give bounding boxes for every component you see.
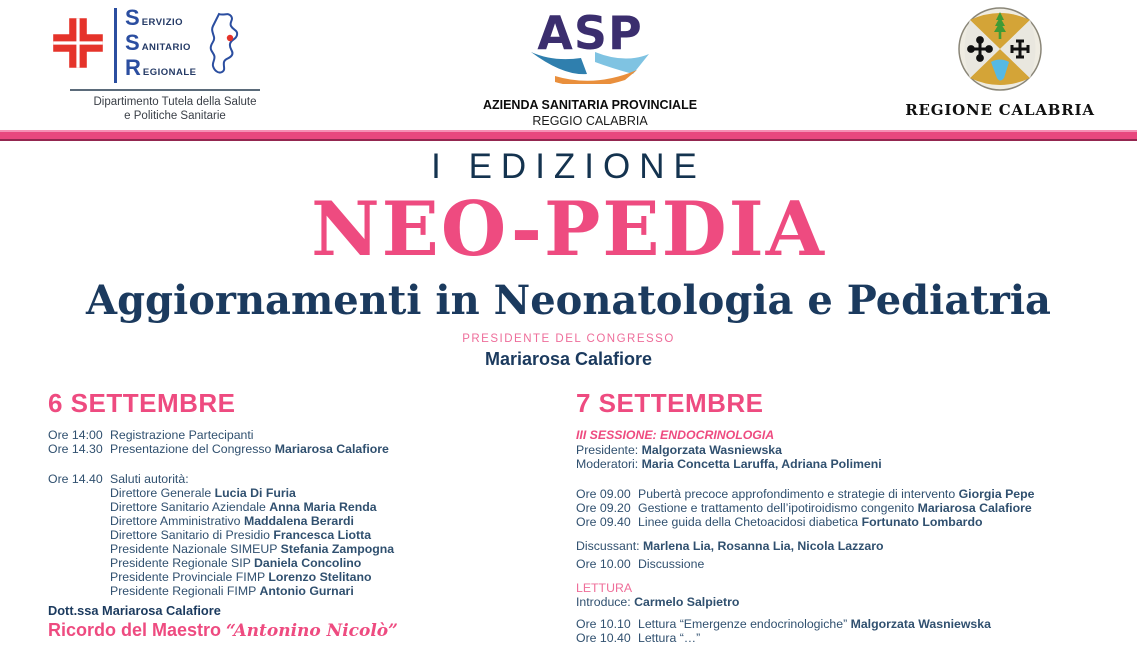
salute-role: Presidente Regionale SIP: [110, 556, 251, 570]
lettura-label: LETTURA: [576, 581, 633, 595]
session-moderators-line: [576, 457, 1132, 471]
schedule-text: [638, 617, 1132, 631]
asp-caption-line2: REGGIO CALABRIA: [532, 114, 648, 128]
schedule-time: Ore 14:00: [48, 428, 103, 442]
speaker-name: Fortunato Lombardo: [861, 515, 983, 529]
ssr-caption-line1: Dipartimento Tutela della Salute: [93, 96, 257, 108]
salute-line: [110, 514, 548, 528]
salute-name: Francesca Liotta: [273, 528, 372, 542]
salute-role: Direttore Amministrativo: [110, 514, 241, 528]
schedule-text: [638, 501, 1132, 515]
schedule-row: [48, 442, 548, 456]
president-label: PRESIDENTE DEL CONGRESSO: [462, 333, 675, 345]
session-title: III SESSIONE: ENDOCRINOLOGIA: [576, 428, 775, 442]
introducer-name: Carmelo Salpietro: [634, 595, 740, 609]
ssr-word: ANITARIO: [141, 42, 191, 53]
asp-caption-line1: AZIENDA SANITARIA PROVINCIALE: [482, 98, 698, 112]
salute-name: Maddalena Berardi: [243, 514, 354, 528]
schedule-text: [110, 442, 548, 456]
regione-caption: REGIONE CALABRIA: [905, 101, 1095, 119]
schedule-time: Ore 09.20: [576, 501, 631, 515]
subtitle: Aggiornamenti in Neonatologia e Pediatria: [86, 277, 1051, 324]
schedule-text: [110, 428, 548, 442]
speaker-name: Mariarosa Calafiore: [274, 442, 389, 456]
pink-divider-bar: [0, 130, 1137, 141]
schedule-text-main: Registrazione Partecipanti: [110, 428, 254, 442]
schedule-text: Lettura “…”: [638, 631, 701, 645]
schedule-row: [576, 557, 1132, 571]
schedule-text: Discussione: [638, 557, 705, 571]
session-moderators-label: Moderatori:: [576, 457, 639, 471]
salute-line: [110, 542, 548, 556]
main-title: NEO-PEDIA: [311, 185, 826, 273]
schedule-row: [576, 501, 1132, 515]
regione-calabria-emblem-icon: [957, 79, 1043, 96]
tribute-presenter: Dott.ssa Mariarosa Calafiore: [48, 603, 221, 618]
schedule-text-main: Linee guida della Chetoacidosi diabetica: [638, 515, 859, 529]
schedule-time: Ore 09.00: [576, 487, 631, 501]
salute-role: Presidente Nazionale SIMEUP: [110, 542, 278, 556]
salute-role: Direttore Sanitario di Presidio: [110, 528, 270, 542]
salute-role: Direttore Sanitario Aziendale: [110, 500, 266, 514]
schedule-text: [638, 515, 1132, 529]
salute-line: [110, 528, 548, 542]
salutes-label: Saluti autorità:: [110, 472, 189, 486]
speaker-name: Malgorzata Wasniewska: [850, 617, 991, 631]
asp-acronym: ASP: [537, 6, 643, 60]
schedule-time: Ore 10.10: [576, 617, 631, 631]
session-president-label: Presidente:: [576, 443, 639, 457]
ssr-divider: [70, 89, 260, 91]
salute-line: [110, 570, 548, 584]
schedule-time: Ore 14.30: [48, 442, 103, 456]
edition-title: I EDIZIONE: [431, 147, 706, 186]
session-president-name: Malgorzata Wasniewska: [641, 443, 782, 457]
discussant-line: [576, 539, 1132, 553]
salute-name: Antonio Gurnari: [259, 584, 354, 598]
schedule-row: [576, 617, 1132, 631]
regione-calabria-logo: [900, 6, 1100, 119]
ssr-letter: S: [125, 30, 140, 55]
schedule-text-main: Gestione e trattamento dell’ipotiroidismo congenito: [638, 501, 915, 515]
salute-line: [110, 486, 548, 500]
salute-name: Lucia Di Furia: [214, 486, 296, 500]
discussant-names: Marlena Lia, Rosanna Lia, Nicola Lazzaro: [642, 539, 884, 553]
schedule-row: [48, 472, 548, 486]
day1-column: [48, 389, 548, 641]
salute-name: Daniela Concolino: [254, 556, 362, 570]
salute-line: [110, 500, 548, 514]
schedule-time: Ore 09.40: [576, 515, 631, 529]
schedule-time: Ore 10.40: [576, 631, 631, 645]
president-name: Mariarosa Calafiore: [484, 349, 653, 369]
schedule-text: [638, 487, 1132, 501]
salute-line: [110, 556, 548, 570]
introduce-line: [576, 595, 1132, 609]
speaker-name: Giorgia Pepe: [958, 487, 1035, 501]
schedule-text-main: Lettura “Emergenze endocrinologiche”: [638, 617, 848, 631]
discussant-label: Discussant:: [576, 539, 640, 553]
ssr-wordmark: [114, 5, 197, 83]
ssr-letter: R: [125, 55, 141, 80]
ssr-letter: S: [125, 5, 140, 30]
ssr-word: ERVIZIO: [141, 17, 184, 28]
ssr-word: EGIONALE: [142, 67, 197, 78]
day2-heading: 7 SETTEMBRE: [576, 388, 764, 418]
salute-line: [110, 584, 548, 598]
ssr-caption-line2: e Politiche Sanitarie: [124, 110, 226, 122]
tribute-honoree: “Antonino Nicolò”: [226, 621, 398, 641]
day2-column: [576, 389, 1132, 645]
asp-swoosh-icon: [525, 71, 655, 88]
schedule-row: [576, 515, 1132, 529]
ssr-logo: [50, 5, 300, 123]
schedule-time: Ore 10.00: [576, 557, 631, 571]
tribute-title: [48, 620, 548, 641]
schedule-text-main: Presentazione del Congresso: [110, 442, 272, 456]
salute-name: Lorenzo Stelitano: [268, 570, 372, 584]
tribute-title-text: Ricordo del Maestro: [48, 620, 222, 640]
salute-role: Presidente Provinciale FIMP: [110, 570, 265, 584]
schedule-text-main: Pubertà precoce approfondimento e strategie di intervento: [638, 487, 956, 501]
schedule-row: [48, 428, 548, 442]
schedule-time: Ore 14.40: [48, 472, 103, 486]
salute-name: Anna Maria Renda: [269, 500, 377, 514]
speaker-name: Mariarosa Calafiore: [917, 501, 1032, 515]
session-moderators-names: Maria Concetta Laruffa, Adriana Polimeni: [641, 457, 882, 471]
calabria-map-icon: [205, 12, 245, 79]
introduce-label: Introduce:: [576, 595, 631, 609]
salute-name: Stefania Zampogna: [280, 542, 395, 556]
asp-logo: [455, 6, 725, 128]
salute-role: Direttore Generale: [110, 486, 212, 500]
red-cross-icon: [50, 15, 106, 76]
schedule-row: [576, 487, 1132, 501]
schedule-row-partial: [576, 631, 1132, 645]
salute-role: Presidente Regionali FIMP: [110, 584, 257, 598]
session-president-line: [576, 443, 1132, 457]
day1-heading: 6 SETTEMBRE: [48, 388, 236, 418]
